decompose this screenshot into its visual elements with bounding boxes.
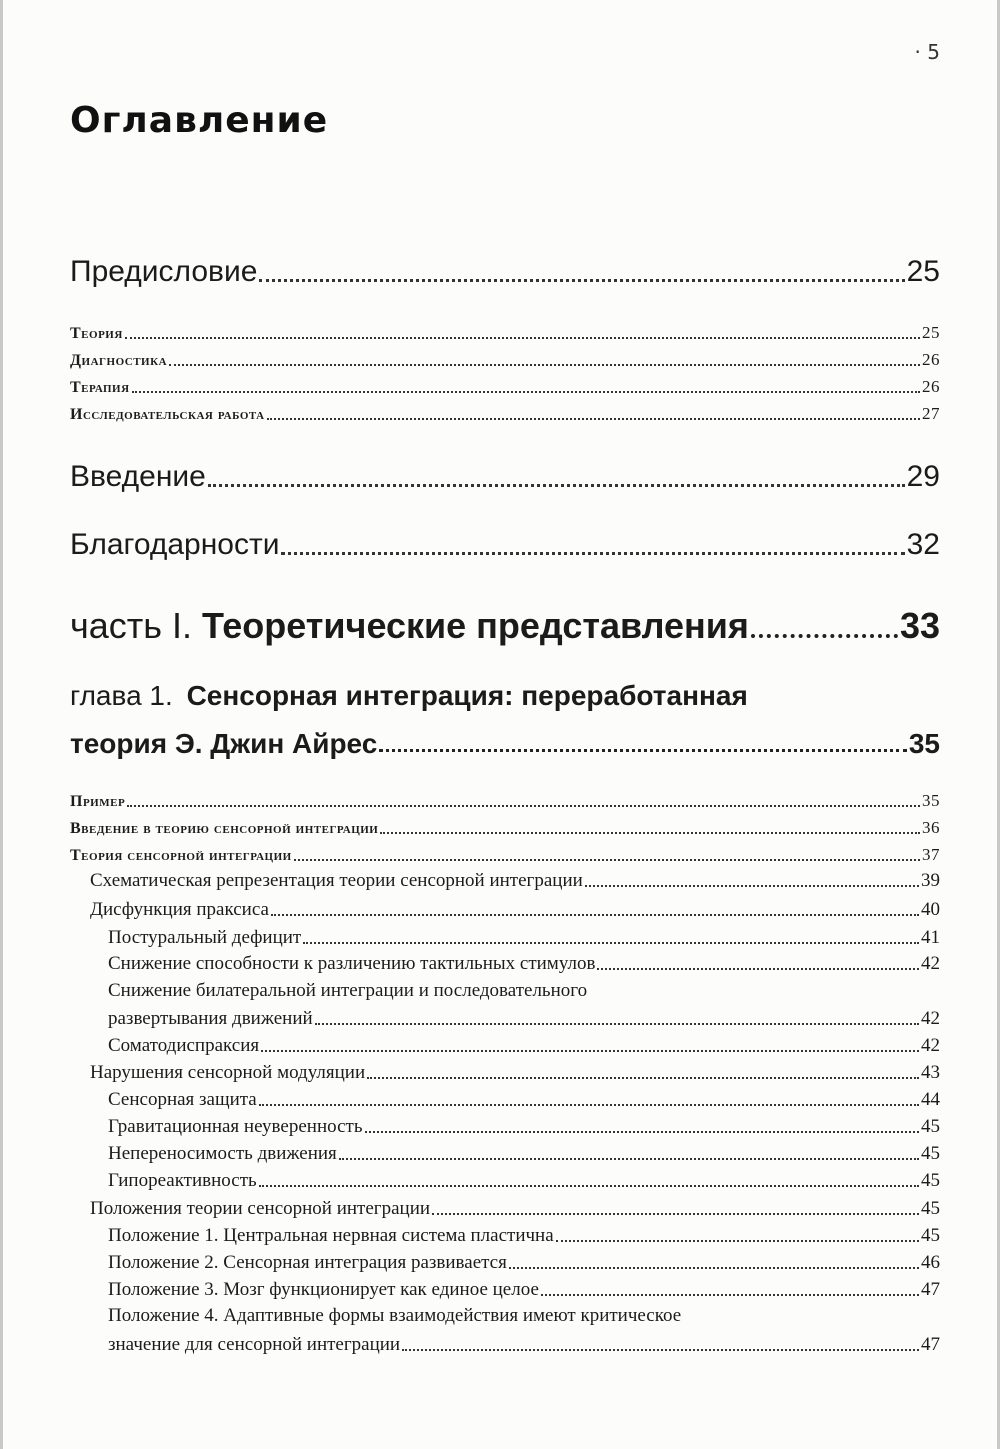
toc-subentry[interactable] [108, 1225, 940, 1247]
entry-title: Предисловие [70, 255, 258, 288]
entry-page: 45 [921, 1143, 940, 1164]
toc-subentry[interactable] [108, 1116, 940, 1138]
entry-title: Положения теории сенсорной интеграции [90, 1198, 431, 1219]
entry-title: Положение 2. Сенсорная интеграция развивается [108, 1252, 507, 1273]
dot-leader [751, 634, 898, 638]
entry-page: 42 [921, 1008, 940, 1029]
entry-page: 26 [922, 377, 940, 396]
dot-leader [271, 914, 919, 916]
entry-title: Непереносимость движения [108, 1143, 337, 1164]
entry-page: 42 [921, 953, 940, 974]
entry-title: Исследовательская работа [70, 406, 265, 423]
toc-entry-preface[interactable] [70, 255, 940, 289]
entry-page: 27 [922, 404, 940, 423]
dot-leader [294, 859, 920, 861]
entry-page: 47 [921, 1279, 940, 1300]
page-left-edge [0, 0, 3, 1449]
entry-title: Благодарности [70, 528, 280, 561]
entry-title: Гипореактивность [108, 1170, 257, 1191]
entry-page: 32 [906, 528, 940, 561]
entry-page: 40 [921, 899, 940, 920]
toc-entry-acknowledgements[interactable] [70, 528, 940, 562]
entry-page: 45 [921, 1116, 940, 1137]
toc-entry-part-1[interactable] [70, 605, 940, 647]
entry-page: 42 [921, 1035, 940, 1056]
entry-page: 26 [922, 350, 940, 369]
entry-title: Постуральный дефицит [108, 927, 302, 948]
entry-page: 47 [921, 1334, 940, 1355]
dot-leader [379, 749, 907, 752]
dot-leader [432, 1213, 919, 1215]
entry-title: Сенсорная защита [108, 1089, 257, 1110]
toc-entry-theory[interactable] [70, 323, 940, 343]
toc-entry-example[interactable] [70, 791, 940, 811]
toc-subentry[interactable] [108, 1334, 940, 1356]
entry-title: Введение в теорию сенсорной интеграции [70, 820, 379, 837]
dot-leader [365, 1131, 920, 1133]
dot-leader [132, 391, 920, 393]
entry-page: 45 [921, 1198, 940, 1219]
toc-subentry[interactable] [108, 1089, 940, 1111]
toc-subentry[interactable] [90, 1062, 940, 1084]
toc-subentry[interactable] [108, 927, 940, 949]
toc-entry-si-theory[interactable] [70, 845, 940, 865]
dot-leader [125, 337, 920, 339]
entry-title: Положение 1. Центральная нервная система пластична [108, 1225, 554, 1246]
dot-leader [402, 1349, 919, 1351]
chapter-prefix: глава 1. [70, 680, 173, 711]
entry-title: значение для сенсорной интеграции [108, 1334, 401, 1355]
dot-leader [367, 1077, 919, 1079]
dot-leader [585, 885, 919, 887]
toc-subentry[interactable] [108, 1008, 940, 1030]
entry-page: 25 [906, 255, 940, 288]
dot-leader [208, 484, 905, 487]
toc-subentry[interactable] [108, 1170, 940, 1192]
chapter-1-title-line1[interactable] [70, 680, 748, 712]
entry-title: теория Э. Джин Айрес [70, 728, 378, 759]
toc-subentry[interactable] [108, 1252, 940, 1274]
dot-leader [315, 1023, 919, 1025]
dot-leader [281, 552, 904, 555]
dot-leader [259, 279, 904, 282]
toc-subentry[interactable] [90, 1198, 940, 1220]
entry-title: Гравитационная неуверенность [108, 1116, 363, 1137]
dot-leader [597, 968, 919, 970]
entry-title: Соматодиспраксия [108, 1035, 260, 1056]
entry-title: Теория сенсорной интеграции [70, 847, 292, 864]
toc-entry-intro-theory[interactable] [70, 818, 940, 838]
entry-page: 46 [921, 1252, 940, 1273]
dot-leader [259, 1185, 919, 1187]
entry-title: Терапия [70, 379, 130, 396]
dot-leader [380, 832, 920, 834]
toc-subentry[interactable] [108, 1143, 940, 1165]
toc-entry-diagnostics[interactable] [70, 350, 940, 370]
dot-leader [127, 805, 920, 807]
entry-page: 45 [921, 1170, 940, 1191]
entry-page: 29 [906, 460, 940, 493]
entry-page: 41 [921, 927, 940, 948]
dot-leader [261, 1050, 919, 1052]
toc-subentry[interactable] [90, 899, 940, 921]
entry-page: 33 [899, 605, 940, 646]
entry-page: 44 [921, 1089, 940, 1110]
dot-leader [339, 1158, 919, 1160]
chapter-title-line1: Сенсорная интеграция: переработанная [186, 680, 748, 711]
toc-subentry[interactable] [108, 1035, 940, 1057]
dot-leader [267, 418, 920, 420]
entry-title: Дисфункция праксиса [90, 899, 269, 920]
entry-title: Введение [70, 460, 206, 493]
entry-title: развертывания движений [108, 1008, 313, 1029]
entry-page: 45 [921, 1225, 940, 1246]
toc-title: Оглавление [70, 100, 329, 141]
entry-page: 39 [921, 870, 940, 891]
dot-leader [303, 942, 919, 944]
toc-subentry-wrap-line[interactable]: Положение 4. Адаптивные формы взаимодействия имеют критическое [108, 1305, 682, 1326]
entry-title: Диагностика [70, 352, 168, 369]
part-prefix: часть I. [70, 605, 193, 646]
toc-entry-introduction[interactable] [70, 460, 940, 494]
dot-leader [556, 1240, 919, 1242]
dot-leader [169, 364, 920, 366]
entry-page: 37 [922, 845, 940, 864]
entry-title: Снижение способности к различению тактильных стимулов [108, 953, 596, 974]
entry-title: Положение 3. Мозг функционирует как единое целое [108, 1279, 539, 1300]
toc-subentry[interactable] [108, 953, 940, 975]
toc-entry-research[interactable] [70, 404, 940, 424]
entry-title: Пример [70, 793, 126, 810]
toc-entry-chapter-1[interactable] [70, 728, 940, 760]
entry-title: Теоретические представления [202, 605, 749, 646]
entry-page: 43 [921, 1062, 940, 1083]
page-number: · 5 [914, 40, 940, 64]
entry-page: 36 [922, 818, 940, 837]
entry-title: Теория [70, 325, 123, 342]
entry-page: 25 [922, 323, 940, 342]
toc-subentry[interactable] [90, 870, 940, 892]
dot-leader [259, 1104, 919, 1106]
entry-title: Нарушения сенсорной модуляции [90, 1062, 366, 1083]
entry-page: 35 [922, 791, 940, 810]
toc-subentry[interactable] [108, 1279, 940, 1301]
dot-leader [541, 1294, 919, 1296]
entry-title: Схематическая репрезентация теории сенсорной интеграции [90, 870, 583, 891]
dot-leader [509, 1267, 919, 1269]
entry-page: 35 [908, 728, 940, 759]
toc-subentry-wrap-line[interactable]: Снижение билатеральной интеграции и последовательного [108, 980, 588, 1001]
toc-entry-therapy[interactable] [70, 377, 940, 397]
